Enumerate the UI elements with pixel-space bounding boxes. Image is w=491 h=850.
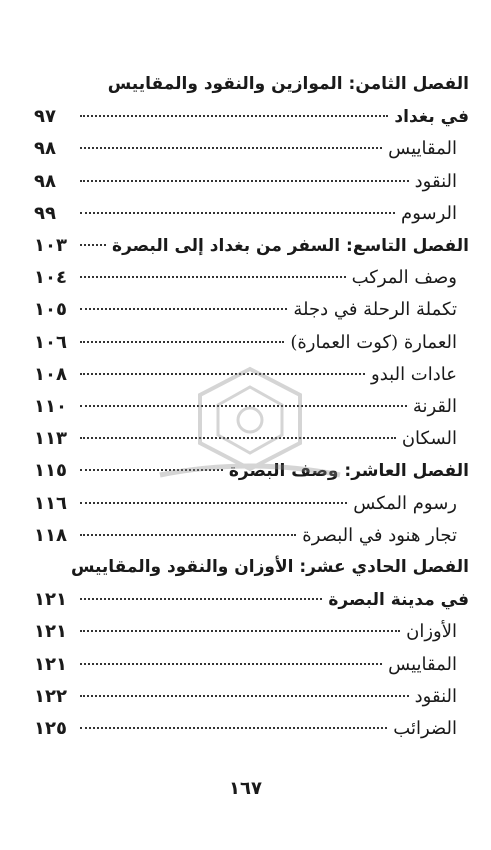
entry-label: السكان bbox=[401, 428, 457, 449]
dot-leader bbox=[80, 308, 287, 310]
dot-leader bbox=[80, 437, 396, 439]
entry-label: النقود bbox=[414, 686, 457, 707]
entry-label: الفصل التاسع: السفر من بغداد إلى البصرة bbox=[112, 236, 469, 256]
toc-entry bbox=[34, 203, 469, 224]
entry-page-number: ٩٨ bbox=[34, 171, 56, 192]
entry-page-number: ١١٠ bbox=[34, 396, 67, 417]
toc-entry bbox=[34, 299, 469, 320]
toc-entry bbox=[34, 267, 469, 288]
toc-entry-bold bbox=[34, 106, 469, 127]
dot-leader bbox=[80, 115, 388, 117]
entry-page-number: ٩٨ bbox=[34, 138, 56, 159]
entry-page-number: ١٢٢ bbox=[34, 686, 67, 707]
entry-page-number: ١١٥ bbox=[34, 460, 67, 481]
entry-label: تكملة الرحلة في دجلة bbox=[293, 299, 457, 320]
entry-page-number: ١١٦ bbox=[34, 493, 67, 514]
toc-entry bbox=[34, 138, 469, 159]
chapter-heading: الفصل الثامن: الموازين والنقود والمقاييس bbox=[107, 74, 469, 94]
entry-label: القرنة bbox=[412, 396, 457, 417]
toc-entry bbox=[34, 428, 469, 449]
entry-page-number: ١١٣ bbox=[34, 428, 67, 449]
entry-label: المقاييس bbox=[388, 138, 457, 159]
entry-label: في مدينة البصرة bbox=[328, 590, 469, 610]
entry-label: العمارة (كوت العمارة) bbox=[290, 332, 457, 353]
entry-page-number: ١٢١ bbox=[34, 621, 67, 642]
dot-leader bbox=[80, 341, 284, 343]
toc-entry bbox=[34, 525, 469, 546]
toc-entry-bold bbox=[34, 460, 469, 481]
dot-leader bbox=[80, 405, 407, 407]
entry-page-number: ١٠٣ bbox=[34, 235, 67, 256]
toc-entry-bold bbox=[34, 589, 469, 610]
toc-entry bbox=[34, 621, 469, 642]
toc-entry-bold bbox=[34, 235, 469, 256]
dot-leader bbox=[80, 147, 382, 149]
entry-page-number: ٩٩ bbox=[34, 203, 56, 224]
chapter-heading: الفصل الحادي عشر: الأوزان والنقود والمقاييس bbox=[70, 557, 469, 577]
entry-page-number: ١٢١ bbox=[34, 654, 67, 675]
toc-entry bbox=[34, 396, 469, 417]
entry-page-number: ١٠٨ bbox=[34, 364, 67, 385]
dot-leader bbox=[80, 244, 106, 246]
dot-leader bbox=[80, 630, 400, 632]
toc-entry bbox=[34, 332, 469, 353]
toc-entry bbox=[34, 654, 469, 675]
page-number: ١٦٧ bbox=[229, 778, 262, 799]
entry-page-number: ١٠٤ bbox=[34, 267, 67, 288]
entry-label: الأوزان bbox=[406, 621, 457, 642]
dot-leader bbox=[80, 663, 382, 665]
dot-leader bbox=[80, 598, 322, 600]
entry-label: في بغداد bbox=[394, 107, 469, 127]
entry-label: عادات البدو bbox=[371, 364, 457, 385]
entry-label: الفصل العاشر: وصف البصرة bbox=[228, 461, 469, 481]
dot-leader bbox=[80, 469, 223, 471]
entry-label: النقود bbox=[414, 171, 457, 192]
entry-page-number: ١٠٥ bbox=[34, 299, 67, 320]
entry-label: وصف المركب bbox=[351, 267, 457, 288]
dot-leader bbox=[80, 373, 365, 375]
entry-label: المقاييس bbox=[388, 654, 457, 675]
dot-leader bbox=[80, 276, 346, 278]
toc-entry bbox=[34, 686, 469, 707]
entry-page-number: ١٢١ bbox=[34, 589, 67, 610]
toc-entry bbox=[34, 718, 469, 739]
entry-label: تجار هنود في البصرة bbox=[302, 525, 457, 546]
dot-leader bbox=[80, 502, 347, 504]
dot-leader bbox=[80, 212, 395, 214]
entry-page-number: ٩٧ bbox=[34, 106, 56, 127]
dot-leader bbox=[80, 534, 296, 536]
toc-entry bbox=[34, 171, 469, 192]
entry-label: رسوم المكس bbox=[353, 493, 457, 514]
entry-label: الضرائب bbox=[393, 718, 457, 739]
dot-leader bbox=[80, 695, 409, 697]
dot-leader bbox=[80, 180, 409, 182]
entry-page-number: ١٠٦ bbox=[34, 332, 67, 353]
entry-page-number: ١٢٥ bbox=[34, 718, 67, 739]
entry-label: الرسوم bbox=[401, 203, 457, 224]
toc-entry bbox=[34, 364, 469, 385]
entry-page-number: ١١٨ bbox=[34, 525, 67, 546]
dot-leader bbox=[80, 727, 387, 729]
toc-entry bbox=[34, 493, 469, 514]
